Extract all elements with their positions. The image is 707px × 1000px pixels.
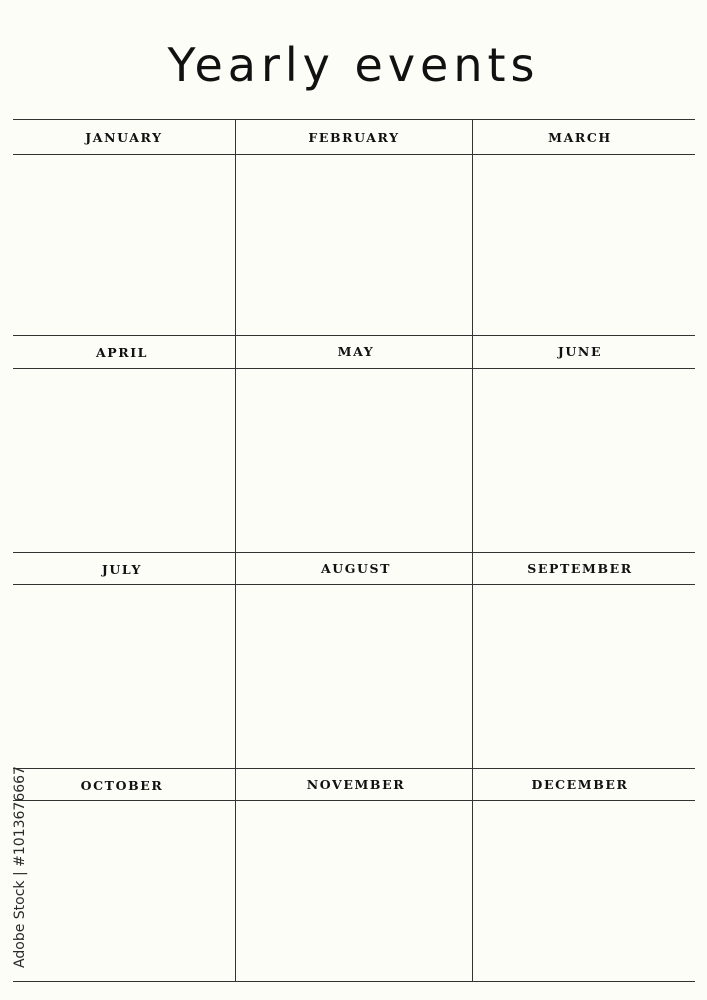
month-header-may: MAY [337, 344, 375, 359]
grid-line [13, 335, 695, 336]
watermark-text: Adobe Stock | #1013676667 [12, 766, 28, 968]
grid-line [13, 981, 695, 982]
month-cell-september[interactable] [473, 585, 695, 768]
month-cell-december[interactable] [473, 801, 695, 981]
month-header-november: NOVEMBER [306, 777, 406, 792]
month-header-march: MARCH [548, 130, 612, 145]
month-header-april: APRIL [95, 345, 149, 360]
month-cell-april[interactable] [13, 369, 235, 552]
month-header-july: JULY [101, 562, 143, 577]
month-cell-october[interactable] [13, 801, 235, 981]
grid-line [13, 552, 695, 553]
month-header-february: FEBRUARY [308, 130, 400, 145]
month-cell-february[interactable] [236, 155, 472, 335]
grid-line [13, 119, 695, 120]
month-header-august: AUGUST [320, 561, 392, 576]
month-header-june: JUNE [557, 344, 603, 359]
month-cell-march[interactable] [473, 155, 695, 335]
month-header-december: DECEMBER [531, 777, 629, 792]
month-header-september: SEPTEMBER [527, 561, 633, 576]
month-cell-january[interactable] [13, 155, 235, 335]
month-header-october: OCTOBER [80, 778, 164, 793]
month-cell-july[interactable] [13, 585, 235, 768]
month-cell-june[interactable] [473, 369, 695, 552]
month-cell-november[interactable] [236, 801, 472, 981]
grid-line [13, 768, 695, 769]
page-title: Yearly events [167, 38, 540, 92]
month-cell-may[interactable] [236, 369, 472, 552]
month-cell-august[interactable] [236, 585, 472, 768]
stock-watermark [8, 755, 32, 980]
month-header-january: JANUARY [85, 130, 163, 145]
